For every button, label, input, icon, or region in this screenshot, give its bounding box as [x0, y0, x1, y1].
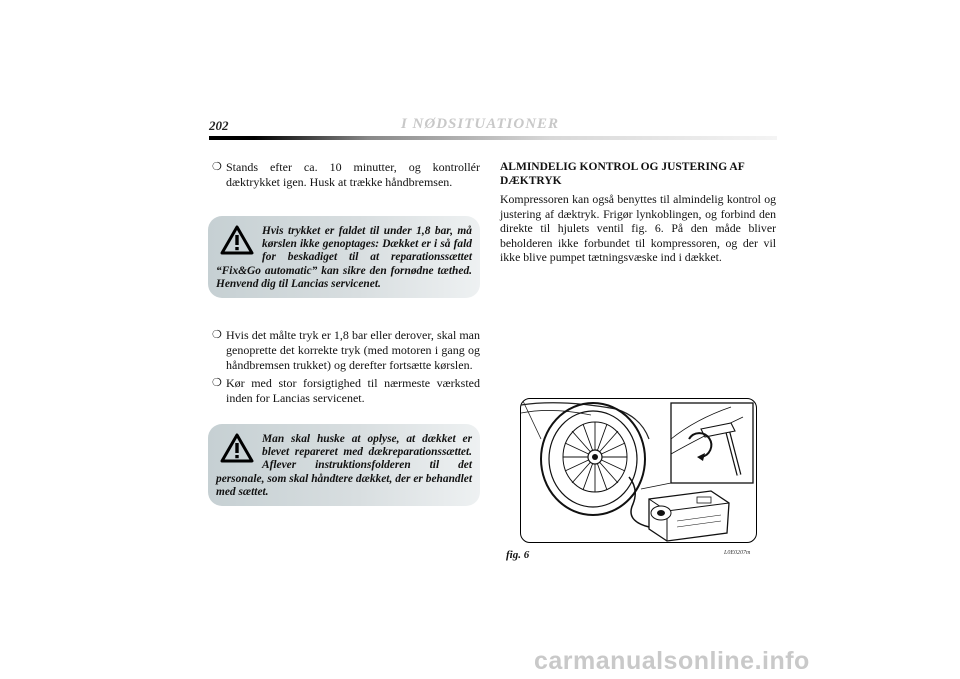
- bullet-text: Kør med stor forsigtighed til nærmeste værksted inden for Lancias servicenet.: [226, 376, 480, 405]
- warning-triangle-icon: [220, 433, 254, 463]
- header-rule: [209, 136, 777, 140]
- page-number: 202: [209, 118, 229, 133]
- warning-text: Hvis trykket er faldet til under 1,8 bar, må kørslen ikke genoptages: Dækket er i så fald for beskadiget til at reparationssættet “Fix&Go automatic” kan sikre den fornødne tæthed. Henvend dig til Lancias servicenet.: [216, 225, 472, 290]
- left-column-lower: [212, 328, 480, 406]
- section-title: I NØDSITUATIONER: [400, 116, 560, 132]
- bullet-item: [212, 376, 480, 406]
- bullet-text: Stands efter ca. 10 minutter, og kontrollér dæktrykket igen. Husk at trække håndbremsen.: [226, 160, 480, 189]
- body-paragraph: Kompressoren kan også benyttes til almindelig kontrol og justering af dæktryk. Frigør lynkoblingen, og forbind den direkte til hjulets ventil fig. 6. På den måde bliver beholderen ikke forbundet til kompressoren, og der vil ikke blive pumpet tætningsvæske ind i dækket.: [500, 192, 776, 265]
- figure-label: fig. 6: [506, 549, 530, 561]
- section-heading: ALMINDELIG KONTROL OG JUSTERING AF DÆKTRYK: [500, 161, 745, 187]
- warning-text: Man skal huske at oplyse, at dækket er blevet repareret med dækreparationssættet. Aflever instruktionsfolderen til det personale, som skal håndtere dækket, der er behandlet med sættet.: [216, 433, 472, 498]
- figure-code: L0E0207m: [724, 550, 751, 556]
- bullet-circle-icon: ❍: [212, 377, 222, 389]
- watermark: carmanualsonline.info: [534, 647, 810, 675]
- warning-triangle-icon: [220, 225, 254, 255]
- left-column: [212, 160, 480, 190]
- compressor-illustration: [521, 399, 757, 543]
- bullet-circle-icon: ❍: [212, 161, 222, 173]
- bullet-text: Hvis det målte tryk er 1,8 bar eller derover, skal man genoprette det korrekte tryk (med motoren i gang og håndbremsen trukket) og derefter fortsætte kørslen.: [226, 328, 480, 372]
- bullet-item: [212, 328, 480, 373]
- warning-box: [208, 216, 480, 298]
- warning-box: [208, 424, 480, 506]
- right-column: [500, 160, 776, 265]
- bullet-circle-icon: ❍: [212, 329, 222, 341]
- figure-illustration: [520, 398, 757, 543]
- bullet-item: [212, 160, 480, 190]
